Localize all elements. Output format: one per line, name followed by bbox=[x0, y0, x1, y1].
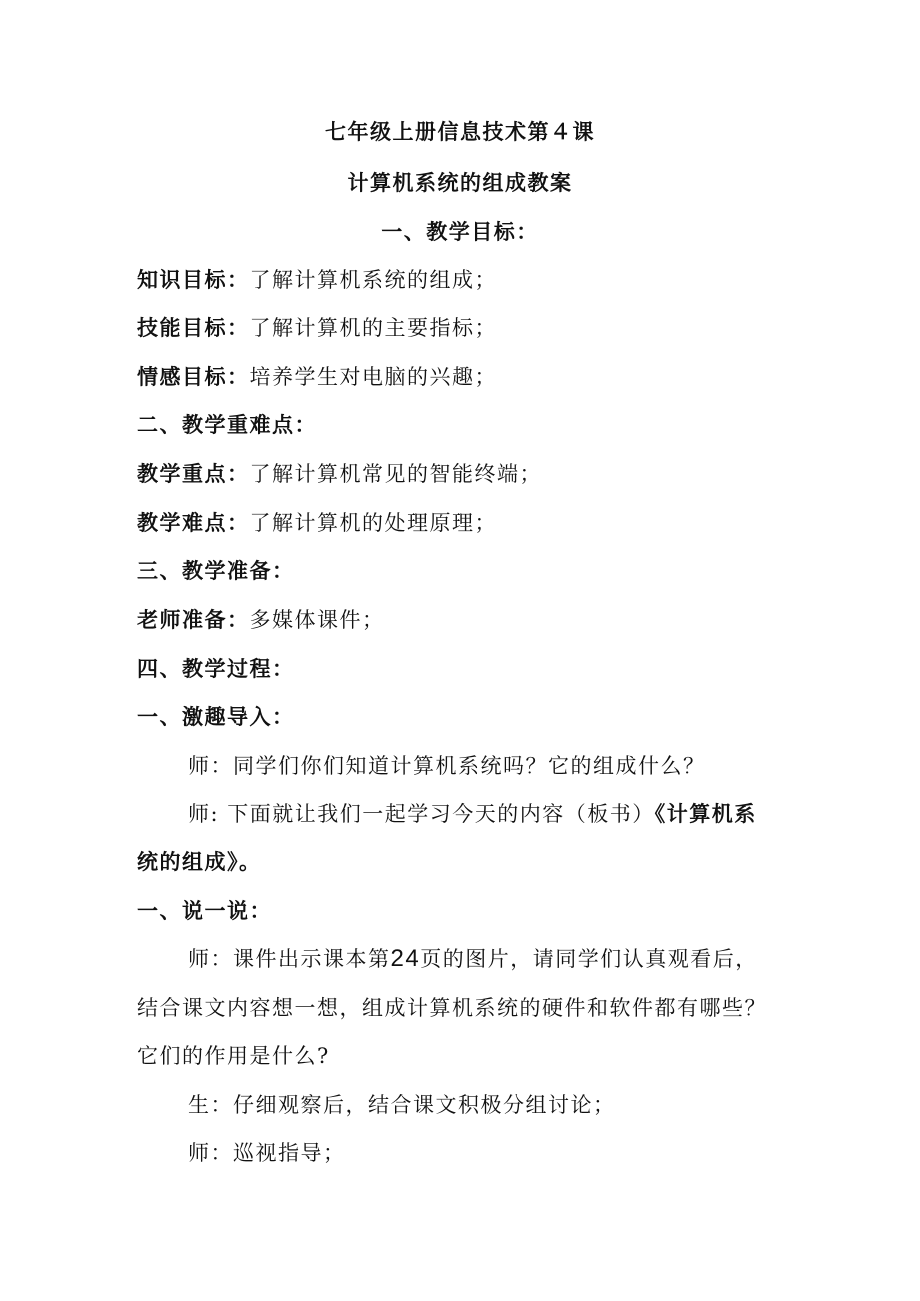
goal-knowledge bbox=[137, 265, 497, 295]
step2-paragraph-3: 师：巡视指导； bbox=[188, 1141, 346, 1165]
doc-title-line1: 七年级上册信息技术第４课 bbox=[325, 120, 595, 144]
step2-paragraph-1-part-a: 师：课件出示课本第 bbox=[188, 947, 391, 971]
step1-paragraph-1: 师：同学们你们知道计算机系统吗？它的组成什么？ bbox=[188, 754, 706, 778]
difficult-point bbox=[137, 508, 497, 538]
key-point-label: 教学重点： bbox=[137, 462, 250, 486]
doc-title-line2: 计算机系统的组成教案 bbox=[347, 171, 573, 195]
goal-skill bbox=[137, 313, 497, 343]
step2-paragraph-2: 生：仔细观察后，结合课文积极分组讨论； bbox=[188, 1093, 616, 1117]
step-heading-discussion: 一、说一说： bbox=[137, 899, 272, 923]
section-heading-key-points: 二、教学重难点： bbox=[137, 413, 317, 437]
key-point bbox=[137, 459, 542, 489]
key-point-text: 了解计算机常见的智能终端； bbox=[249, 462, 542, 486]
step1-paragraph-2 bbox=[188, 799, 757, 829]
step2-paragraph-1-line2: 结合课文内容想一想，组成计算机系统的硬件和软件都有哪些？ bbox=[137, 996, 767, 1020]
goal-knowledge-label: 知识目标： bbox=[137, 268, 250, 292]
section-heading-objectives: 一、教学目标： bbox=[381, 220, 539, 244]
goal-emotion-text: 培养学生对电脑的兴趣； bbox=[249, 365, 497, 389]
page-number-ref: 24 bbox=[390, 945, 421, 972]
goal-emotion-label: 情感目标： bbox=[137, 365, 250, 389]
step2-paragraph-1 bbox=[188, 944, 758, 974]
prep-teacher-text: 多媒体课件； bbox=[249, 608, 385, 632]
goal-skill-text: 了解计算机的主要指标； bbox=[249, 316, 497, 340]
step1-paragraph-2-text: 师: 下面就让我们一起学习今天的内容（板书） bbox=[188, 802, 655, 826]
difficult-point-text: 了解计算机的处理原理； bbox=[249, 511, 497, 535]
goal-emotion bbox=[137, 362, 497, 392]
section-heading-preparation: 三、教学准备： bbox=[137, 559, 295, 583]
step2-paragraph-1-part-b: 页的图片，请同学们认真观看后， bbox=[420, 947, 758, 971]
step-heading-introduction: 一、激趣导入： bbox=[137, 705, 295, 729]
difficult-point-label: 教学难点： bbox=[137, 511, 250, 535]
prep-teacher bbox=[137, 605, 385, 635]
prep-teacher-label: 老师准备： bbox=[137, 608, 250, 632]
goal-skill-label: 技能目标： bbox=[137, 316, 250, 340]
section-heading-process: 四、教学过程： bbox=[137, 657, 295, 681]
step1-paragraph-2-continued: 统的组成》。 bbox=[137, 850, 262, 874]
step1-paragraph-2-bold: 《计算机系 bbox=[654, 802, 757, 826]
step2-paragraph-1-line3: 它们的作用是什么? bbox=[137, 1044, 330, 1068]
goal-knowledge-text: 了解计算机系统的组成； bbox=[249, 268, 497, 292]
